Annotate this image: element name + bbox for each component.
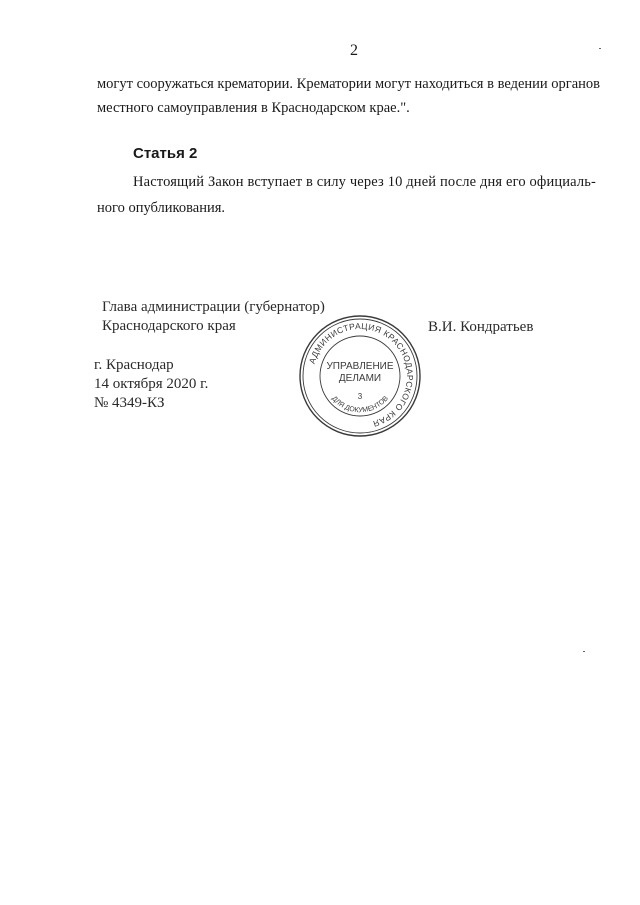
stamp-outer-text: АДМИНИСТРАЦИЯ КРАСНОДАРСКОГО КРАЯ [306,320,416,430]
signatory-name: В.И. Кондратьев [428,319,534,335]
stamp-center-number: 3 [357,392,363,401]
stamp-center-line1: УПРАВЛЕНИЕ [326,361,394,372]
stamp-center-line2: ДЕЛАМИ [338,373,382,384]
official-stamp [298,314,422,438]
scan-speck-bottom [583,651,585,652]
body-text-line: местного самоуправления в Краснодарском крае.". [97,100,410,116]
article-text-line: Настоящий Закон вступает в силу через 10 дней после дня его официаль- [133,174,597,190]
issue-date: 14 октября 2020 г. [94,376,209,392]
signatory-position: Краснодарского края [102,318,236,334]
scan-speck-top [599,48,601,49]
article-title: Статья 2 [133,145,198,162]
stamp-bottom-text: ДЛЯ ДОКУМЕНТОВ [330,395,390,415]
law-number: № 4349-КЗ [94,395,165,411]
issue-place: г. Краснодар [94,357,174,373]
article-text-line: ного опубликования. [97,200,226,216]
signatory-position: Глава администрации (губернатор) [102,299,325,315]
body-text-line: могут сооружаться крематории. Крематории могут находиться в ведении органов [97,76,601,92]
page-number: 2 [350,42,358,59]
